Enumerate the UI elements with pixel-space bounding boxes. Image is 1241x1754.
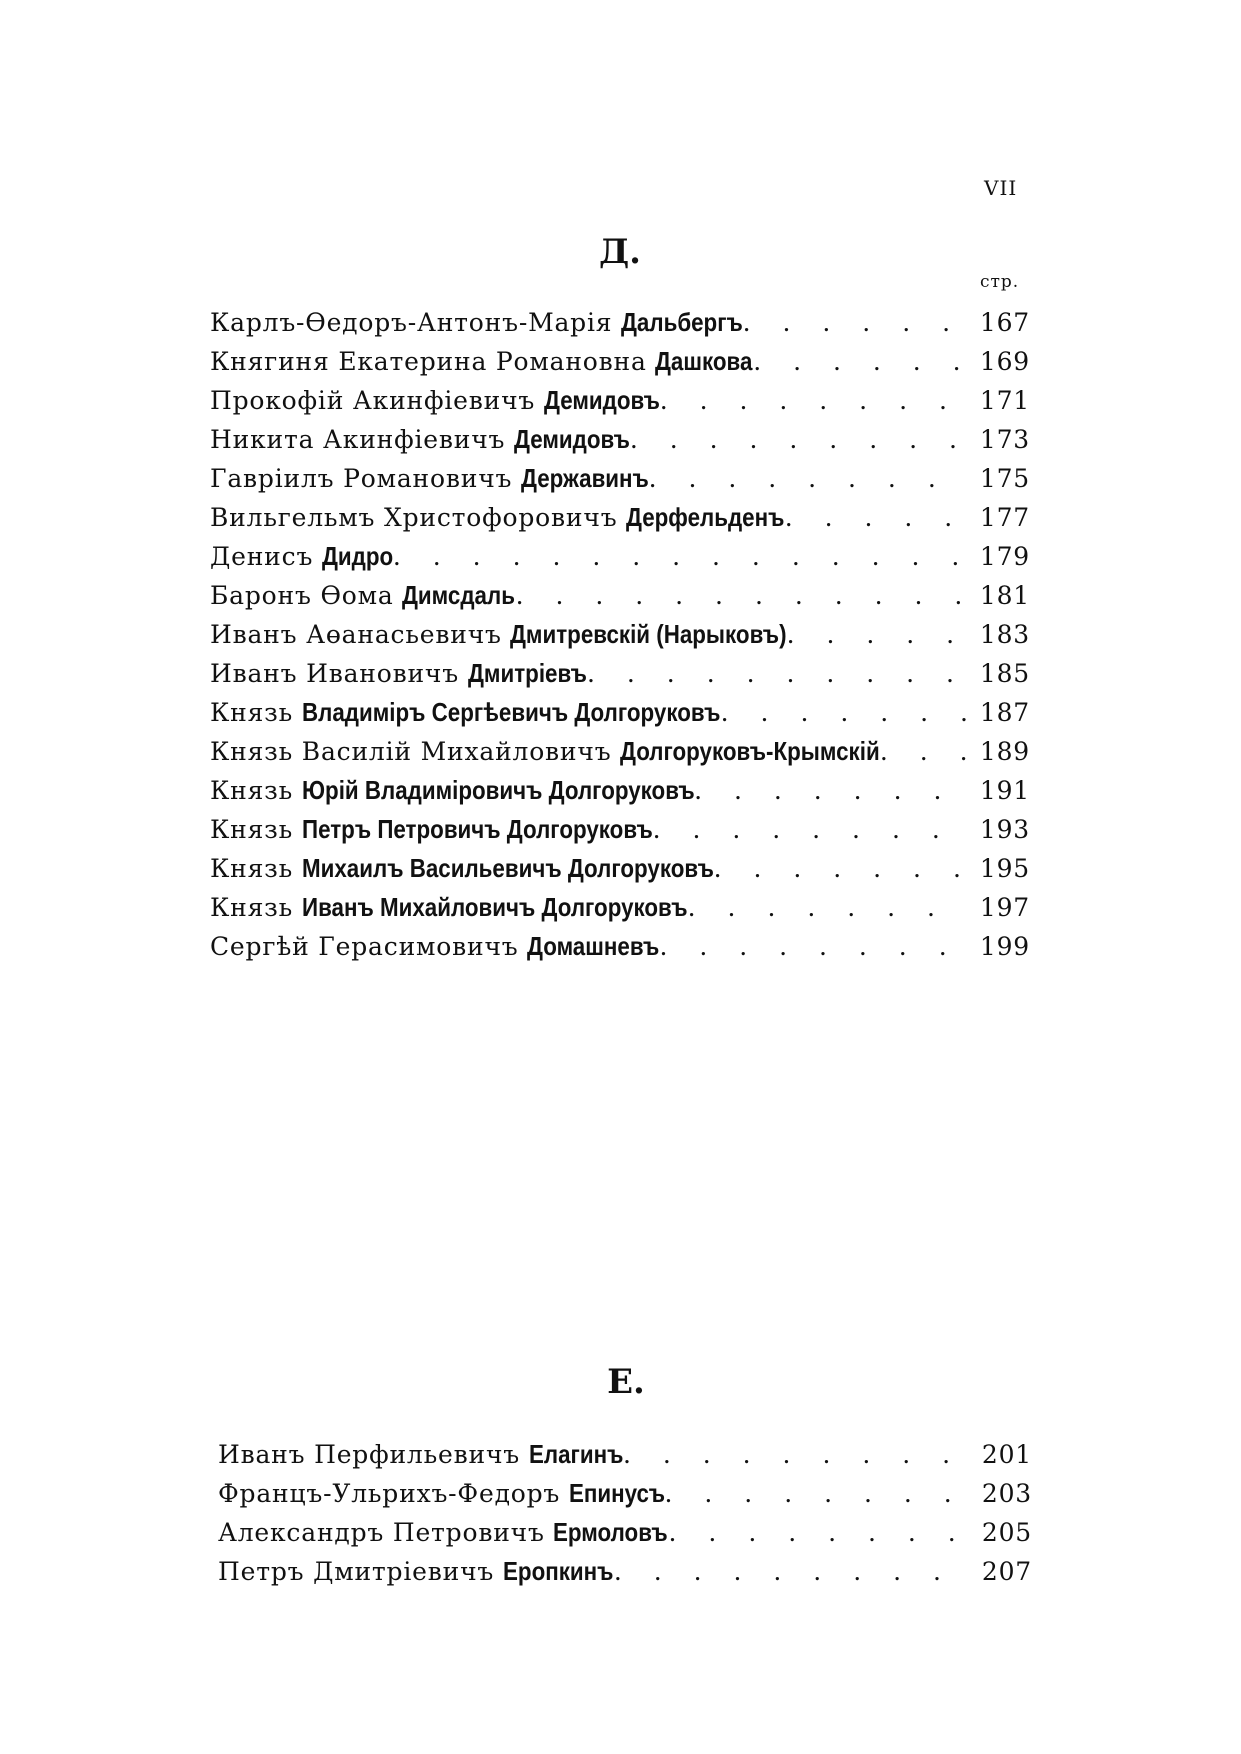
toc-section-e [218, 1435, 1032, 1591]
toc-entry [210, 849, 1030, 888]
toc-entry [210, 693, 1030, 732]
entry-surname: Дальбергъ [621, 307, 743, 337]
entry-name [210, 420, 630, 459]
dot-leader [787, 615, 966, 654]
entry-page-number: 197 [979, 893, 1030, 922]
dot-leader [630, 420, 966, 459]
entry-surname: Державинъ [521, 463, 649, 493]
dot-leader [688, 888, 966, 927]
toc-entry [218, 1552, 1032, 1591]
section-heading-d: Д. [598, 232, 642, 272]
entry-name [210, 654, 587, 693]
entry-page-number: 203 [981, 1479, 1032, 1508]
entry-page-number: 191 [979, 776, 1030, 805]
entry-given-names: Прокофій Акинфіевичъ [210, 386, 536, 415]
entry-page-number: 167 [979, 308, 1030, 337]
entry-name [210, 849, 714, 888]
entry-given-names: Сергѣй Герасимовичъ [210, 932, 519, 961]
toc-entry [210, 615, 1030, 654]
entry-surname: Михаилъ Васильевичъ Долгоруковъ [301, 853, 714, 883]
dot-leader [660, 381, 966, 420]
entry-name [210, 576, 516, 615]
entry-given-names: Иванъ Ивановичъ [210, 659, 459, 688]
entry-given-names: Карлъ-Өедоръ-Антонъ-Марія [210, 308, 613, 337]
entry-name [210, 342, 753, 381]
entry-surname: Демидовъ [514, 424, 630, 454]
dot-leader [516, 576, 966, 615]
entry-page-number: 193 [979, 815, 1030, 844]
entry-surname: Епинусъ [568, 1478, 665, 1508]
toc-entry [210, 537, 1030, 576]
toc-entry [210, 654, 1030, 693]
entry-surname: Елагинъ [528, 1439, 624, 1469]
toc-entry [210, 810, 1030, 849]
toc-entry [210, 303, 1030, 342]
dot-leader [721, 693, 966, 732]
dot-leader [587, 654, 966, 693]
toc-entry [210, 927, 1030, 966]
toc-entry [218, 1435, 1032, 1474]
entry-given-names: Князь [210, 776, 294, 805]
entry-surname: Демидовъ [543, 385, 660, 415]
dot-leader [753, 342, 966, 381]
dot-leader [694, 771, 966, 810]
toc-entry [218, 1513, 1032, 1552]
entry-surname: Ермоловъ [553, 1517, 669, 1547]
entry-name [210, 693, 721, 732]
toc-section-d [210, 303, 1030, 966]
dot-leader [614, 1552, 968, 1591]
entry-name [218, 1513, 669, 1552]
toc-entry [210, 732, 1030, 771]
entry-name [210, 381, 660, 420]
entry-page-number: 207 [981, 1557, 1032, 1586]
toc-entry [210, 576, 1030, 615]
toc-entry [210, 381, 1030, 420]
dot-leader [623, 1435, 968, 1474]
dot-leader [714, 849, 966, 888]
entry-name [210, 771, 694, 810]
entry-surname: Долгоруковъ-Крымскій [620, 736, 880, 766]
dot-leader [393, 537, 966, 576]
entry-page-number: 187 [979, 698, 1030, 727]
entry-name [218, 1552, 614, 1591]
entry-page-number: 201 [981, 1440, 1032, 1469]
dot-leader [880, 732, 966, 771]
entry-surname: Дерфельденъ [626, 502, 785, 532]
entry-page-number: 195 [979, 854, 1030, 883]
entry-page-number: 169 [979, 347, 1030, 376]
entry-page-number: 171 [979, 386, 1030, 415]
entry-given-names: Гавріилъ Романовичъ [210, 464, 513, 493]
entry-page-number: 181 [979, 581, 1030, 610]
entry-surname: Дидро [321, 541, 394, 571]
entry-surname: Иванъ Михайловичъ Долгоруковъ [301, 892, 688, 922]
entry-page-number: 189 [979, 737, 1030, 766]
entry-name [210, 927, 659, 966]
entry-name [210, 498, 785, 537]
entry-page-number: 179 [979, 542, 1030, 571]
toc-entry [210, 342, 1030, 381]
entry-surname: Домашневъ [527, 931, 660, 961]
dot-leader [659, 927, 966, 966]
toc-entry [210, 420, 1030, 459]
section-heading-e: Е. [607, 1362, 645, 1402]
toc-entry [210, 498, 1030, 537]
dot-leader [649, 459, 966, 498]
entry-given-names: Петръ Дмитріевичъ [218, 1557, 495, 1586]
entry-surname: Дашкова [655, 346, 753, 376]
dot-leader [653, 810, 966, 849]
dot-leader [785, 498, 966, 537]
entry-name [218, 1474, 665, 1513]
entry-name [218, 1435, 623, 1474]
entry-given-names: Никита Акинфіевичъ [210, 425, 506, 454]
entry-given-names: Иванъ Перфильевичъ [218, 1440, 520, 1469]
dot-leader [665, 1474, 968, 1513]
entry-given-names: Князь [210, 893, 294, 922]
entry-given-names: Александръ Петровичъ [218, 1518, 545, 1547]
entry-page-number: 183 [979, 620, 1030, 649]
entry-surname: Дмитревскій (Нарыковъ) [510, 619, 788, 649]
entry-name [210, 810, 653, 849]
entry-name [210, 459, 649, 498]
entry-given-names: Князь Василій Михайловичъ [210, 737, 612, 766]
entry-name [210, 888, 688, 927]
entry-given-names: Иванъ Аөанасьевичъ [210, 620, 502, 649]
entry-surname: Петръ Петровичъ Долгоруковъ [301, 814, 653, 844]
toc-entry [210, 459, 1030, 498]
entry-page-number: 177 [979, 503, 1030, 532]
entry-given-names: Князь [210, 854, 294, 883]
entry-given-names: Баронъ Өома [210, 581, 394, 610]
entry-page-number: 205 [981, 1518, 1032, 1547]
entry-given-names: Княгиня Екатерина Романовна [210, 347, 647, 376]
entry-page-number: 185 [979, 659, 1030, 688]
entry-given-names: Князь [210, 698, 294, 727]
entry-surname: Юрій Владиміровичъ Долгоруковъ [301, 775, 695, 805]
page-column-label: стр. [980, 272, 1020, 292]
toc-entry [210, 771, 1030, 810]
entry-page-number: 175 [979, 464, 1030, 493]
entry-page-number: 199 [979, 932, 1030, 961]
page-number: VII [984, 176, 1018, 200]
entry-surname: Владиміръ Сергѣевичъ Долгоруковъ [301, 697, 721, 727]
dot-leader [743, 303, 966, 342]
entry-name [210, 732, 880, 771]
entry-surname: Еропкинъ [502, 1556, 614, 1586]
toc-entry [218, 1474, 1032, 1513]
entry-name [210, 537, 393, 576]
entry-surname: Дмитріевъ [467, 658, 587, 688]
dot-leader [669, 1513, 968, 1552]
entry-given-names: Денисъ [210, 542, 314, 571]
entry-name [210, 615, 787, 654]
entry-given-names: Вильгельмъ Христофоровичъ [210, 503, 618, 532]
toc-entry [210, 888, 1030, 927]
entry-surname: Димсдаль [402, 580, 516, 610]
entry-name [210, 303, 743, 342]
entry-page-number: 173 [979, 425, 1030, 454]
entry-given-names: Князь [210, 815, 294, 844]
entry-given-names: Францъ-Ульрихъ-Федоръ [218, 1479, 561, 1508]
